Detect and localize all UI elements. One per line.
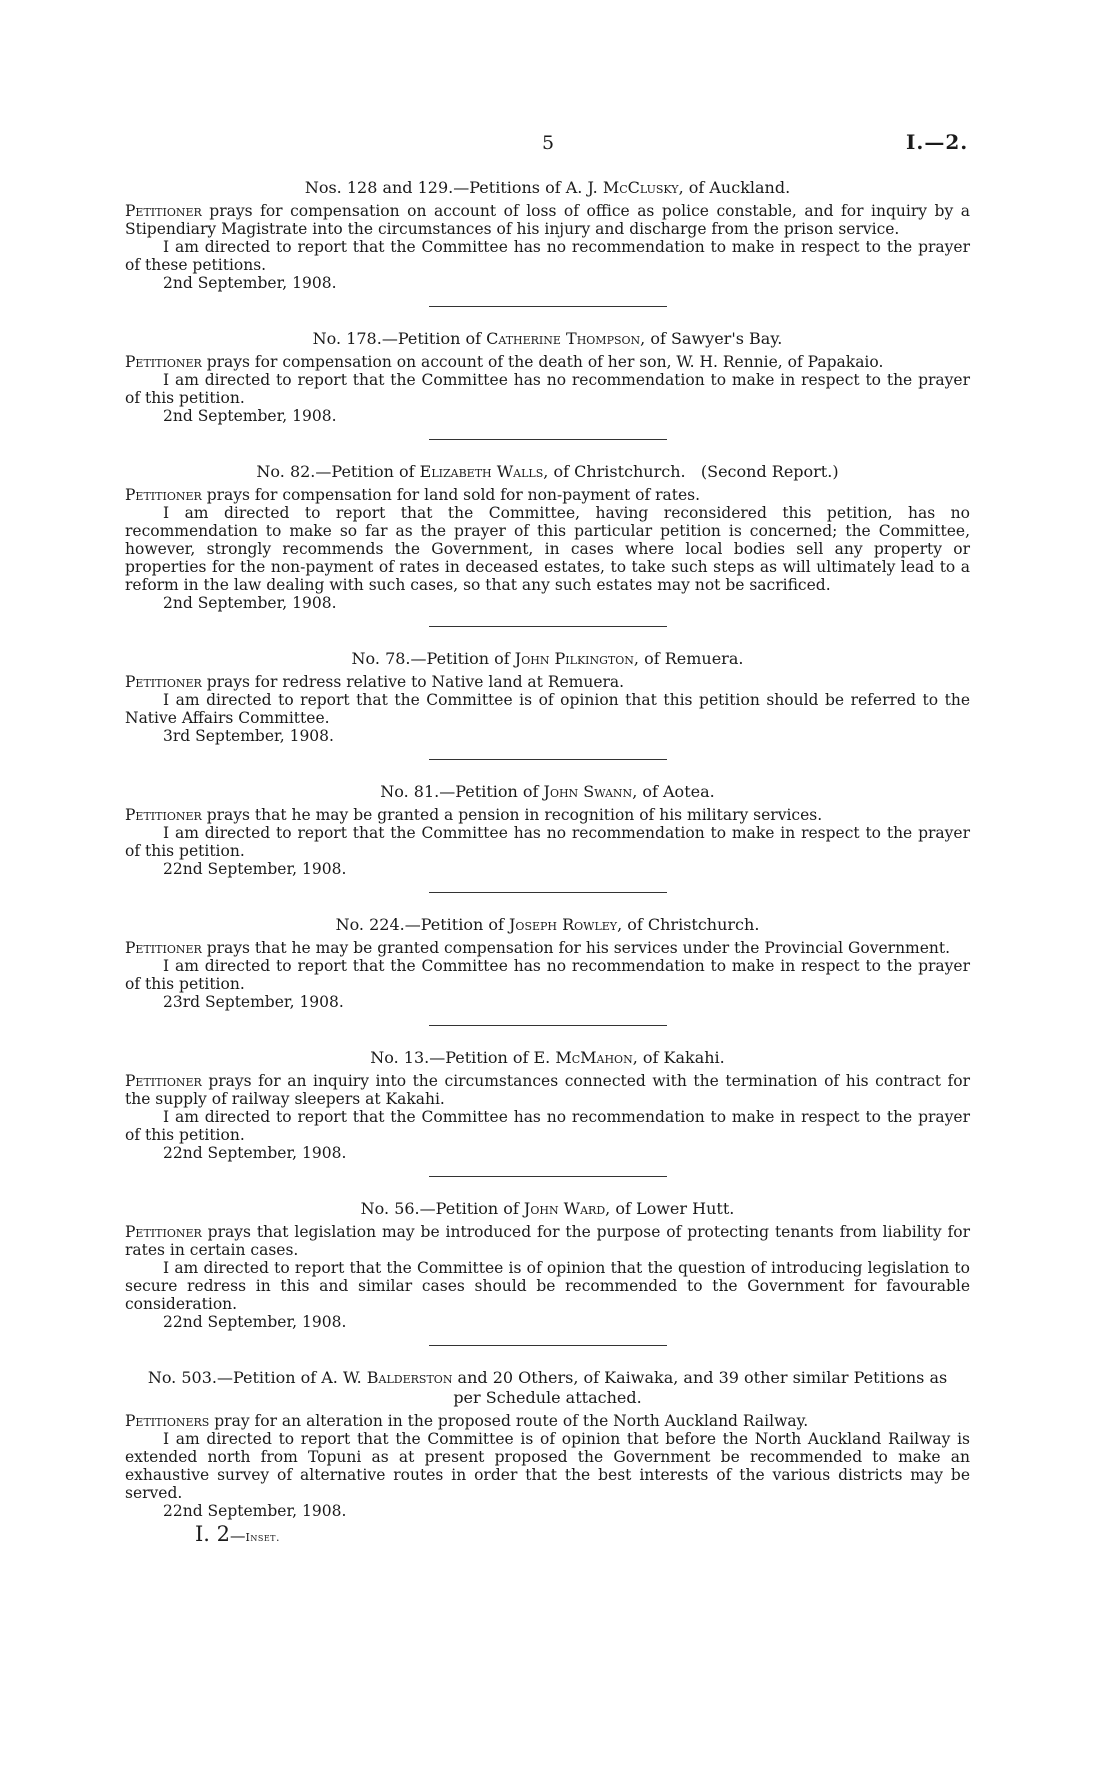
section-divider xyxy=(429,306,667,307)
petitioner-name: A. W. Balderston xyxy=(321,1368,453,1387)
petition-prayer: Petitioners pray for an alteration in the proposed route of the North Auckland Railway. xyxy=(125,1412,809,1430)
petition-kind: Petition of xyxy=(445,1048,529,1067)
petitioner-name: A. J. McClusky xyxy=(565,178,679,197)
committee-report: I am directed to report that the Committee has no recommendation to make in respect to the prayer of this petition. xyxy=(125,957,970,993)
page-number: 5 xyxy=(542,132,555,154)
report-date: 23rd September, 1908. xyxy=(163,993,344,1011)
petition-heading: No. 178.—Petition of Catherine Thompson, of Sawyer's Bay. xyxy=(312,329,783,348)
committee-report: I am directed to report that the Committee, having reconsidered this petition, has no recommendation to make so far as the prayer of this particular petition is concerned; the Committee, however, strongly recommends the Government, in cases where local bodies sell any property or properties for the non-payment of rates in deceased estates, to take such steps as will ultimately lead to a reform in the law dealing with such cases, so that any such estates may not be sacrificed. xyxy=(125,504,970,594)
petitioner-name: Joseph Rowley xyxy=(509,915,618,934)
section-divider xyxy=(429,439,667,440)
petition-heading: No. 78.—Petition of John Pilkington, of Remuera. xyxy=(351,649,744,668)
committee-report: I am directed to report that the Committee is of opinion that before the North Auckland Railway is extended north from Topuni as at present proposed the Government be recommended to make an exhaustive survey of alternative routes in order that the best interests of the various districts may be served. xyxy=(125,1430,970,1502)
petition-prayer: Petitioner prays for compensation on account of the death of her son, W. H. Rennie, of Papakaio. xyxy=(125,353,884,371)
petitioner-place: , of Lower Hutt. xyxy=(605,1199,735,1218)
petition-kind: Petition of xyxy=(435,1199,519,1218)
report-date: 22nd September, 1908. xyxy=(163,860,347,878)
report-date: 22nd September, 1908. xyxy=(163,1144,347,1162)
inset-label: Inset. xyxy=(245,1531,281,1544)
petitioner-name: E. McMahon xyxy=(533,1048,633,1067)
committee-report: I am directed to report that the Committee has no recommendation to make in respect to the prayer of this petition. xyxy=(125,371,970,407)
petition-prayer: Petitioner prays for compensation for land sold for non-payment of rates. xyxy=(125,486,701,504)
section-divider xyxy=(429,1176,667,1177)
inset-paper-ref: I. 2 xyxy=(195,1522,231,1546)
report-date: 22nd September, 1908. xyxy=(163,1313,347,1331)
petition-note: (Second Report.) xyxy=(685,462,839,481)
petition-number: No. 81. xyxy=(380,782,440,801)
petitioner-place: and 20 Others, of Kaiwaka, and 39 other similar Petitions as per Schedule attached. xyxy=(452,1368,948,1407)
petition-kind: Petition of xyxy=(232,1368,317,1387)
petition-entry xyxy=(125,1368,970,1520)
petition-prayer: Petitioner prays for compensation on account of loss of office as police constable, and for inquiry by a Stipendiary Magistrate into the circumstances of his injury and discharge from the prison service. xyxy=(125,202,970,238)
petition-number: No. 13. xyxy=(370,1048,430,1067)
petition-number: No. 56. xyxy=(360,1199,420,1218)
petitioner-place: , of Aotea. xyxy=(632,782,715,801)
committee-report: I am directed to report that the Committee has no recommendation to make in respect to the prayer of these petitions. xyxy=(125,238,970,274)
petition-heading: No. 81.—Petition of John Swann, of Aotea. xyxy=(380,782,715,801)
petition-number: No. 78. xyxy=(351,649,411,668)
petition-number: No. 178. xyxy=(312,329,382,348)
petition-heading: No. 13.—Petition of E. McMahon, of Kakahi. xyxy=(370,1048,725,1067)
inset-reference: I. 2—Inset. xyxy=(195,1522,281,1546)
report-date: 2nd September, 1908. xyxy=(163,594,337,612)
section-divider xyxy=(429,1345,667,1346)
petition-prayer: Petitioner prays for an inquiry into the circumstances connected with the termination of his contract for the supply of railway sleepers at Kakahi. xyxy=(125,1072,970,1108)
petition-entry xyxy=(125,178,970,307)
petition-entry xyxy=(125,329,970,440)
paper-reference: I.—2. xyxy=(906,130,969,154)
petitioner-name: John Swann xyxy=(543,782,633,801)
petitioner-place: , of Remuera. xyxy=(633,649,744,668)
petition-entry xyxy=(125,462,970,627)
section-divider xyxy=(429,759,667,760)
petition-heading: No. 224.—Petition of Joseph Rowley, of Christchurch. xyxy=(335,915,760,934)
petition-prayer: Petitioner prays that legislation may be introduced for the purpose of protecting tenants from liability for rates in certain cases. xyxy=(125,1223,970,1259)
petition-entry xyxy=(125,649,970,760)
report-date: 2nd September, 1908. xyxy=(163,274,337,292)
petitioner-place: , of Auckland. xyxy=(678,178,791,197)
committee-report: I am directed to report that the Committee has no recommendation to make in respect to the prayer of this petition. xyxy=(125,1108,970,1144)
section-divider xyxy=(429,626,667,627)
petition-entry xyxy=(125,1199,970,1346)
report-date: 2nd September, 1908. xyxy=(163,407,337,425)
petitioner-place: , of Kakahi. xyxy=(632,1048,725,1067)
report-date: 22nd September, 1908. xyxy=(163,1502,347,1520)
petition-kind: Petition of xyxy=(426,649,510,668)
petition-number: No. 82. xyxy=(256,462,316,481)
petition-entry xyxy=(125,1048,970,1177)
petitioner-name: John Ward xyxy=(523,1199,606,1218)
section-divider xyxy=(429,892,667,893)
petition-prayer: Petitioner prays that he may be granted a pension in recognition of his military services. xyxy=(125,806,823,824)
petition-number: Nos. 128 and 129. xyxy=(304,178,454,197)
petition-kind: Petitions of xyxy=(469,178,561,197)
petition-entry xyxy=(125,782,970,893)
petitioner-name: John Pilkington xyxy=(514,649,634,668)
petitioner-name: Catherine Thompson xyxy=(486,329,641,348)
petition-entry xyxy=(125,915,970,1026)
petition-heading: Nos. 128 and 129.—Petitions of A. J. McClusky, of Auckland. xyxy=(304,178,791,197)
petition-prayer: Petitioner prays that he may be granted compensation for his services under the Provincial Government. xyxy=(125,939,951,957)
committee-report: I am directed to report that the Committee has no recommendation to make in respect to the prayer of this petition. xyxy=(125,824,970,860)
section-divider xyxy=(429,1025,667,1026)
committee-report: I am directed to report that the Committee is of opinion that this petition should be referred to the Native Affairs Committee. xyxy=(125,691,970,727)
petitioner-place: , of Christchurch. xyxy=(617,915,760,934)
petition-prayer: Petitioner prays for redress relative to Native land at Remuera. xyxy=(125,673,625,691)
committee-report: I am directed to report that the Committee is of opinion that the question of introducing legislation to secure redress in this and similar cases should be recommended to the Government for favourable consideration. xyxy=(125,1259,970,1313)
petition-kind: Petition of xyxy=(331,462,415,481)
petitioner-place: , of Christchurch. xyxy=(543,462,686,481)
petition-kind: Petition of xyxy=(420,915,504,934)
petition-heading: No. 82.—Petition of Elizabeth Walls, of Christchurch. (Second Report.) xyxy=(256,462,839,481)
document-body xyxy=(125,178,970,1546)
report-date: 3rd September, 1908. xyxy=(163,727,334,745)
petition-kind: Petition of xyxy=(397,329,482,348)
petitioner-place: , of Sawyer's Bay. xyxy=(640,329,783,348)
petition-number: No. 503. xyxy=(147,1368,217,1387)
petition-kind: Petition of xyxy=(455,782,539,801)
petition-heading: No. 503.—Petition of A. W. Balderston and 20 Others, of Kaiwaka, and 39 other similar Petitions as per Schedule attached. xyxy=(147,1368,948,1407)
petition-number: No. 224. xyxy=(335,915,405,934)
petitioner-name: Elizabeth Walls xyxy=(419,462,544,481)
petition-heading: No. 56.—Petition of John Ward, of Lower Hutt. xyxy=(360,1199,735,1218)
